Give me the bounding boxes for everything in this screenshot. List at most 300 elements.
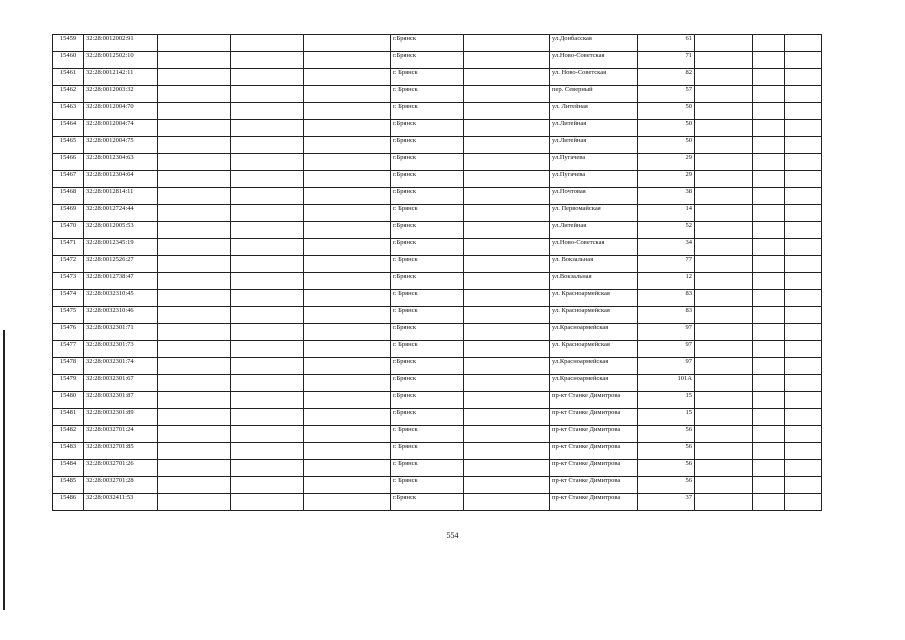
house-number-cell: 57 [638,86,695,103]
empty-cell [158,443,231,460]
empty-cell [231,188,304,205]
record-number-cell: 15477 [53,341,84,358]
street-cell: ул.Красноармейская [550,375,638,392]
table-row [53,256,822,273]
empty-cell [304,205,391,222]
city-cell: г.Брянск [391,35,464,52]
registry-body [53,35,822,511]
empty-cell [695,188,753,205]
cadastral-number-cell: 32:28:0032301:67 [84,375,158,392]
empty-cell [158,239,231,256]
empty-cell [695,477,753,494]
table-row [53,103,822,120]
empty-cell [158,120,231,137]
empty-cell [158,256,231,273]
house-number-cell: 56 [638,460,695,477]
house-number-cell: 82 [638,69,695,86]
empty-cell [304,239,391,256]
street-cell: ул. Ново-Советская [550,69,638,86]
cadastral-number-cell: 32:28:0032301:87 [84,392,158,409]
house-number-cell: 83 [638,307,695,324]
empty-cell [785,273,822,290]
empty-cell [785,409,822,426]
scan-edge-line [3,330,5,610]
street-cell: ул.Красноармейская [550,358,638,375]
empty-cell [695,460,753,477]
empty-cell [464,256,550,273]
record-number-cell: 15476 [53,324,84,341]
empty-cell [304,477,391,494]
table-row [53,120,822,137]
record-number-cell: 15472 [53,256,84,273]
empty-cell [785,358,822,375]
empty-cell [231,103,304,120]
empty-cell [304,426,391,443]
record-number-cell: 15482 [53,426,84,443]
empty-cell [158,409,231,426]
cadastral-number-cell: 32:28:0012004:70 [84,103,158,120]
city-cell: г.Брянск [391,409,464,426]
empty-cell [753,409,785,426]
table-row [53,69,822,86]
street-cell: ул.Литейная [550,222,638,239]
record-number-cell: 15484 [53,460,84,477]
empty-cell [304,120,391,137]
house-number-cell: 50 [638,120,695,137]
empty-cell [464,103,550,120]
table-row [53,443,822,460]
empty-cell [753,154,785,171]
empty-cell [785,443,822,460]
empty-cell [464,205,550,222]
empty-cell [158,69,231,86]
empty-cell [464,307,550,324]
empty-cell [753,120,785,137]
empty-cell [695,375,753,392]
house-number-cell: 61 [638,35,695,52]
empty-cell [695,273,753,290]
table-row [53,35,822,52]
empty-cell [464,290,550,307]
empty-cell [304,443,391,460]
cadastral-number-cell: 32:28:0012304:64 [84,171,158,188]
empty-cell [753,137,785,154]
empty-cell [304,290,391,307]
empty-cell [231,324,304,341]
cadastral-number-cell: 32:28:0032701:26 [84,460,158,477]
street-cell: ул.Пугачева [550,171,638,188]
empty-cell [695,307,753,324]
cadastral-number-cell: 32:28:0012142:11 [84,69,158,86]
empty-cell [753,35,785,52]
empty-cell [464,35,550,52]
empty-cell [785,103,822,120]
empty-cell [785,256,822,273]
city-cell: г.Брянск [391,188,464,205]
table-row [53,426,822,443]
city-cell: г. Брянск [391,205,464,222]
city-cell: г. Брянск [391,426,464,443]
empty-cell [695,494,753,511]
table-row [53,239,822,256]
empty-cell [464,375,550,392]
empty-cell [158,154,231,171]
record-number-cell: 15463 [53,103,84,120]
table-row [53,290,822,307]
empty-cell [158,86,231,103]
record-number-cell: 15460 [53,52,84,69]
page-number: 554 [446,531,459,540]
empty-cell [158,222,231,239]
empty-cell [231,375,304,392]
empty-cell [464,324,550,341]
property-registry-table [52,34,822,511]
empty-cell [753,477,785,494]
record-number-cell: 15474 [53,290,84,307]
empty-cell [231,205,304,222]
empty-cell [464,426,550,443]
record-number-cell: 15483 [53,443,84,460]
empty-cell [304,341,391,358]
street-cell: ул. Вокзальная [550,256,638,273]
empty-cell [304,494,391,511]
house-number-cell: 101А [638,375,695,392]
empty-cell [231,35,304,52]
cadastral-number-cell: 32:28:0012002:91 [84,35,158,52]
record-number-cell: 15459 [53,35,84,52]
empty-cell [304,409,391,426]
empty-cell [695,52,753,69]
empty-cell [753,443,785,460]
cadastral-number-cell: 32:28:0012526:27 [84,256,158,273]
empty-cell [231,69,304,86]
empty-cell [785,137,822,154]
empty-cell [464,137,550,154]
empty-cell [158,171,231,188]
empty-cell [464,86,550,103]
cadastral-number-cell: 32:28:0012738:47 [84,273,158,290]
empty-cell [304,256,391,273]
cadastral-number-cell: 32:28:0032701:24 [84,426,158,443]
empty-cell [695,426,753,443]
empty-cell [785,290,822,307]
cadastral-number-cell: 32:28:0032301:74 [84,358,158,375]
empty-cell [464,341,550,358]
house-number-cell: 15 [638,409,695,426]
empty-cell [304,375,391,392]
empty-cell [695,154,753,171]
city-cell: г. Брянск [391,103,464,120]
empty-cell [785,494,822,511]
empty-cell [464,69,550,86]
empty-cell [231,392,304,409]
empty-cell [304,358,391,375]
empty-cell [464,409,550,426]
empty-cell [231,120,304,137]
city-cell: г.Брянск [391,154,464,171]
empty-cell [158,273,231,290]
empty-cell [231,307,304,324]
empty-cell [231,273,304,290]
empty-cell [231,52,304,69]
empty-cell [695,443,753,460]
empty-cell [231,239,304,256]
empty-cell [695,239,753,256]
empty-cell [785,154,822,171]
city-cell: г.Брянск [391,239,464,256]
empty-cell [158,205,231,222]
empty-cell [785,392,822,409]
cadastral-number-cell: 32:28:0012004:75 [84,137,158,154]
table-row [53,307,822,324]
street-cell: пер. Северный [550,86,638,103]
empty-cell [231,222,304,239]
empty-cell [695,290,753,307]
empty-cell [753,86,785,103]
empty-cell [158,477,231,494]
empty-cell [231,409,304,426]
house-number-cell: 97 [638,324,695,341]
table-row [53,52,822,69]
empty-cell [753,222,785,239]
cadastral-number-cell: 32:28:0012004:74 [84,120,158,137]
empty-cell [231,171,304,188]
empty-cell [695,205,753,222]
empty-cell [464,443,550,460]
record-number-cell: 15464 [53,120,84,137]
empty-cell [785,35,822,52]
house-number-cell: 34 [638,239,695,256]
empty-cell [158,460,231,477]
empty-cell [304,137,391,154]
empty-cell [158,392,231,409]
empty-cell [304,392,391,409]
cadastral-number-cell: 32:28:0012304:63 [84,154,158,171]
empty-cell [158,324,231,341]
table-row [53,375,822,392]
empty-cell [785,205,822,222]
empty-cell [231,426,304,443]
empty-cell [231,358,304,375]
street-cell: ул. Красноармейская [550,341,638,358]
record-number-cell: 15469 [53,205,84,222]
cadastral-number-cell: 32:28:0032301:71 [84,324,158,341]
empty-cell [695,409,753,426]
house-number-cell: 12 [638,273,695,290]
empty-cell [695,120,753,137]
empty-cell [158,341,231,358]
house-number-cell: 56 [638,443,695,460]
record-number-cell: 15470 [53,222,84,239]
record-number-cell: 15481 [53,409,84,426]
empty-cell [304,52,391,69]
cadastral-number-cell: 32:28:0032301:89 [84,409,158,426]
empty-cell [231,494,304,511]
empty-cell [231,154,304,171]
empty-cell [753,171,785,188]
empty-cell [785,120,822,137]
table-row [53,358,822,375]
cadastral-number-cell: 32:28:0012502:10 [84,52,158,69]
record-number-cell: 15467 [53,171,84,188]
empty-cell [785,375,822,392]
empty-cell [695,358,753,375]
table-row [53,477,822,494]
empty-cell [231,137,304,154]
empty-cell [231,341,304,358]
cadastral-number-cell: 32:28:0012724:44 [84,205,158,222]
empty-cell [785,477,822,494]
empty-cell [695,86,753,103]
empty-cell [753,324,785,341]
empty-cell [158,307,231,324]
empty-cell [753,494,785,511]
table-row [53,137,822,154]
empty-cell [304,460,391,477]
empty-cell [753,205,785,222]
empty-cell [464,222,550,239]
empty-cell [231,86,304,103]
empty-cell [464,52,550,69]
empty-cell [464,460,550,477]
empty-cell [753,358,785,375]
house-number-cell: 83 [638,290,695,307]
city-cell: г.Брянск [391,494,464,511]
empty-cell [464,494,550,511]
record-number-cell: 15475 [53,307,84,324]
empty-cell [464,239,550,256]
city-cell: г. Брянск [391,460,464,477]
empty-cell [753,426,785,443]
street-cell: ул.Донбасская [550,35,638,52]
house-number-cell: 50 [638,137,695,154]
street-cell: ул.Почтовая [550,188,638,205]
street-cell: ул.Ново-Советская [550,239,638,256]
empty-cell [158,188,231,205]
empty-cell [304,103,391,120]
empty-cell [304,222,391,239]
empty-cell [753,290,785,307]
empty-cell [785,426,822,443]
empty-cell [231,477,304,494]
empty-cell [695,35,753,52]
house-number-cell: 37 [638,494,695,511]
empty-cell [753,460,785,477]
empty-cell [785,86,822,103]
cadastral-number-cell: 32:28:0012005:53 [84,222,158,239]
empty-cell [304,324,391,341]
empty-cell [158,358,231,375]
house-number-cell: 29 [638,171,695,188]
empty-cell [695,392,753,409]
empty-cell [231,290,304,307]
record-number-cell: 15466 [53,154,84,171]
cadastral-number-cell: 32:28:0032701:28 [84,477,158,494]
table-row [53,222,822,239]
table-row [53,341,822,358]
record-number-cell: 15471 [53,239,84,256]
table-row [53,86,822,103]
empty-cell [753,341,785,358]
empty-cell [695,222,753,239]
empty-cell [753,52,785,69]
empty-cell [231,256,304,273]
empty-cell [304,188,391,205]
empty-cell [464,273,550,290]
city-cell: г. Брянск [391,256,464,273]
city-cell: г.Брянск [391,120,464,137]
empty-cell [753,239,785,256]
city-cell: г.Брянск [391,375,464,392]
record-number-cell: 15473 [53,273,84,290]
house-number-cell: 56 [638,426,695,443]
table-row [53,392,822,409]
street-cell: ул.Пугачева [550,154,638,171]
city-cell: г.Брянск [391,273,464,290]
record-number-cell: 15479 [53,375,84,392]
city-cell: г. Брянск [391,477,464,494]
table-row [53,205,822,222]
house-number-cell: 38 [638,188,695,205]
city-cell: г. Брянск [391,69,464,86]
record-number-cell: 15468 [53,188,84,205]
table-row [53,273,822,290]
empty-cell [785,171,822,188]
empty-cell [464,392,550,409]
empty-cell [464,120,550,137]
cadastral-number-cell: 32:28:0012345:19 [84,239,158,256]
empty-cell [695,171,753,188]
city-cell: г.Брянск [391,222,464,239]
empty-cell [158,137,231,154]
street-cell: пр-кт Станке Димитрова [550,426,638,443]
empty-cell [158,290,231,307]
cadastral-number-cell: 32:28:0032411:53 [84,494,158,511]
house-number-cell: 50 [638,103,695,120]
empty-cell [695,69,753,86]
empty-cell [695,341,753,358]
empty-cell [464,358,550,375]
cadastral-number-cell: 32:28:0032310:45 [84,290,158,307]
city-cell: г.Брянск [391,52,464,69]
empty-cell [753,188,785,205]
empty-cell [753,103,785,120]
house-number-cell: 77 [638,256,695,273]
table-row [53,494,822,511]
house-number-cell: 71 [638,52,695,69]
empty-cell [304,171,391,188]
empty-cell [304,35,391,52]
record-number-cell: 15462 [53,86,84,103]
city-cell: г.Брянск [391,392,464,409]
table-row [53,460,822,477]
house-number-cell: 56 [638,477,695,494]
empty-cell [231,460,304,477]
street-cell: ул.Вокзальная [550,273,638,290]
street-cell: пр-кт Станке Димитрова [550,477,638,494]
empty-cell [158,35,231,52]
empty-cell [785,341,822,358]
cadastral-number-cell: 32:28:0012003:32 [84,86,158,103]
cadastral-number-cell: 32:28:0032301:73 [84,341,158,358]
empty-cell [753,273,785,290]
empty-cell [753,256,785,273]
city-cell: г. Брянск [391,443,464,460]
empty-cell [464,188,550,205]
record-number-cell: 15485 [53,477,84,494]
record-number-cell: 15478 [53,358,84,375]
empty-cell [695,103,753,120]
